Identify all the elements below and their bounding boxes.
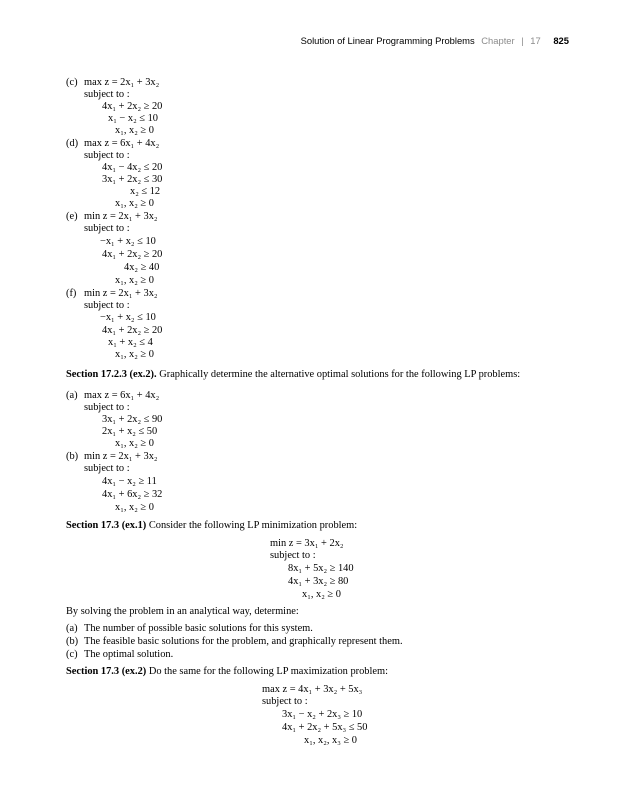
nonnegativity: x₁, x₂ ≥ 0 [115,275,154,286]
constraint: 3x₁ + 2x₂ ≤ 30 [102,174,163,185]
subject-to: subject to : [84,463,130,474]
nonnegativity: x₁, x₂ ≥ 0 [115,198,154,209]
subject-to: subject to : [270,550,316,561]
running-header [301,35,569,46]
section-text: Do the same for the following LP maximization problem: [148,666,388,677]
objective: min z = 3x₁ + 2x₂ [270,538,344,549]
page-number: 825 [553,35,569,46]
subject-to: subject to : [84,402,130,413]
nonnegativity: x₁, x₂ ≥ 0 [115,349,154,360]
constraint: 2x₁ + x₂ ≤ 50 [102,426,158,437]
constraint: x₁ + x₂ ≤ 4 [108,337,153,348]
subject-to: subject to : [84,89,130,100]
subject-to: subject to : [84,300,130,311]
list-item [66,635,403,649]
item-label: (c) [66,649,78,660]
subject-to: subject to : [84,223,130,234]
objective: max z = 4x₁ + 3x₂ + 5x₃ [262,684,363,695]
item-label: (a) [66,623,78,634]
constraint: 3x₁ − x₂ + 2x₃ ≥ 10 [282,709,363,720]
constraint: 4x₂ ≥ 40 [124,262,160,273]
problem-label: (c) [66,77,78,88]
chapter-number: 17 [530,35,541,46]
constraint: 4x₁ + 3x₂ ≥ 80 [288,576,349,587]
nonnegativity: x₁, x₂ ≥ 0 [115,438,154,449]
objective: max z = 6x₁ + 4x₂ [84,138,160,149]
constraint: −x₁ + x₂ ≤ 10 [100,236,156,247]
constraint: 4x₁ + 6x₂ ≥ 32 [102,489,163,500]
constraint: x₂ ≤ 12 [130,186,161,197]
section-17-2-3-heading [66,369,520,381]
objective: max z = 6x₁ + 4x₂ [84,390,160,401]
objective: min z = 2x₁ + 3x₂ [84,211,158,222]
section-17-3-ex1-heading [66,520,357,532]
problem-label: (e) [66,211,78,222]
running-header-title: Solution of Linear Programming Problems [300,35,475,46]
section-17-3-ex2-heading [66,666,388,678]
constraint: 4x₁ + 2x₂ ≥ 20 [102,325,163,336]
chapter-label: Chapter [481,35,515,46]
constraint: 4x₁ − x₂ ≥ 11 [102,476,157,487]
nonnegativity: x₁, x₂, x₃ ≥ 0 [304,735,357,746]
constraint: 4x₁ + 2x₂ + 5x₃ ≤ 50 [282,722,368,733]
objective: max z = 2x₁ + 3x₂ [84,77,160,88]
problem-label: (f) [66,288,77,299]
constraint: x₁ − x₂ ≤ 10 [108,113,158,124]
constraint: −x₁ + x₂ ≤ 10 [100,312,156,323]
section-text: Graphically determine the alternative optimal solutions for the following LP problems: [159,369,521,380]
header-divider: | [521,35,524,46]
objective: min z = 2x₁ + 3x₂ [84,288,158,299]
list-item [66,648,173,662]
item-text: The feasible basic solutions for the problem, and graphically represent them. [84,636,403,647]
item-text: The number of possible basic solutions for this system. [84,623,313,634]
nonnegativity: x₁, x₂ ≥ 0 [302,589,341,600]
constraint: 3x₁ + 2x₂ ≤ 90 [102,414,163,425]
list-item [66,622,313,636]
constraint: 4x₁ + 2x₂ ≥ 20 [102,249,163,260]
determine-intro: By solving the problem in an analytical way, determine: [66,606,299,617]
item-text: The optimal solution. [84,649,174,660]
nonnegativity: x₁, x₂ ≥ 0 [115,125,154,136]
section-ref: Section 17.3 (ex.1) [66,520,147,531]
problem-label: (d) [66,138,79,149]
constraint: 4x₁ + 2x₂ ≥ 20 [102,101,163,112]
problem-label: (b) [66,451,79,462]
constraint: 8x₁ + 5x₂ ≥ 140 [288,563,354,574]
section-text: Consider the following LP minimization problem: [148,520,358,531]
section-ref: Section 17.2.3 (ex.2). [66,369,157,380]
objective: min z = 2x₁ + 3x₂ [84,451,158,462]
nonnegativity: x₁, x₂ ≥ 0 [115,502,154,513]
subject-to: subject to : [84,150,130,161]
section-ref: Section 17.3 (ex.2) [66,666,147,677]
item-label: (b) [66,636,79,647]
constraint: 4x₁ − 4x₂ ≤ 20 [102,162,163,173]
subject-to: subject to : [262,696,308,707]
problem-label: (a) [66,390,78,401]
